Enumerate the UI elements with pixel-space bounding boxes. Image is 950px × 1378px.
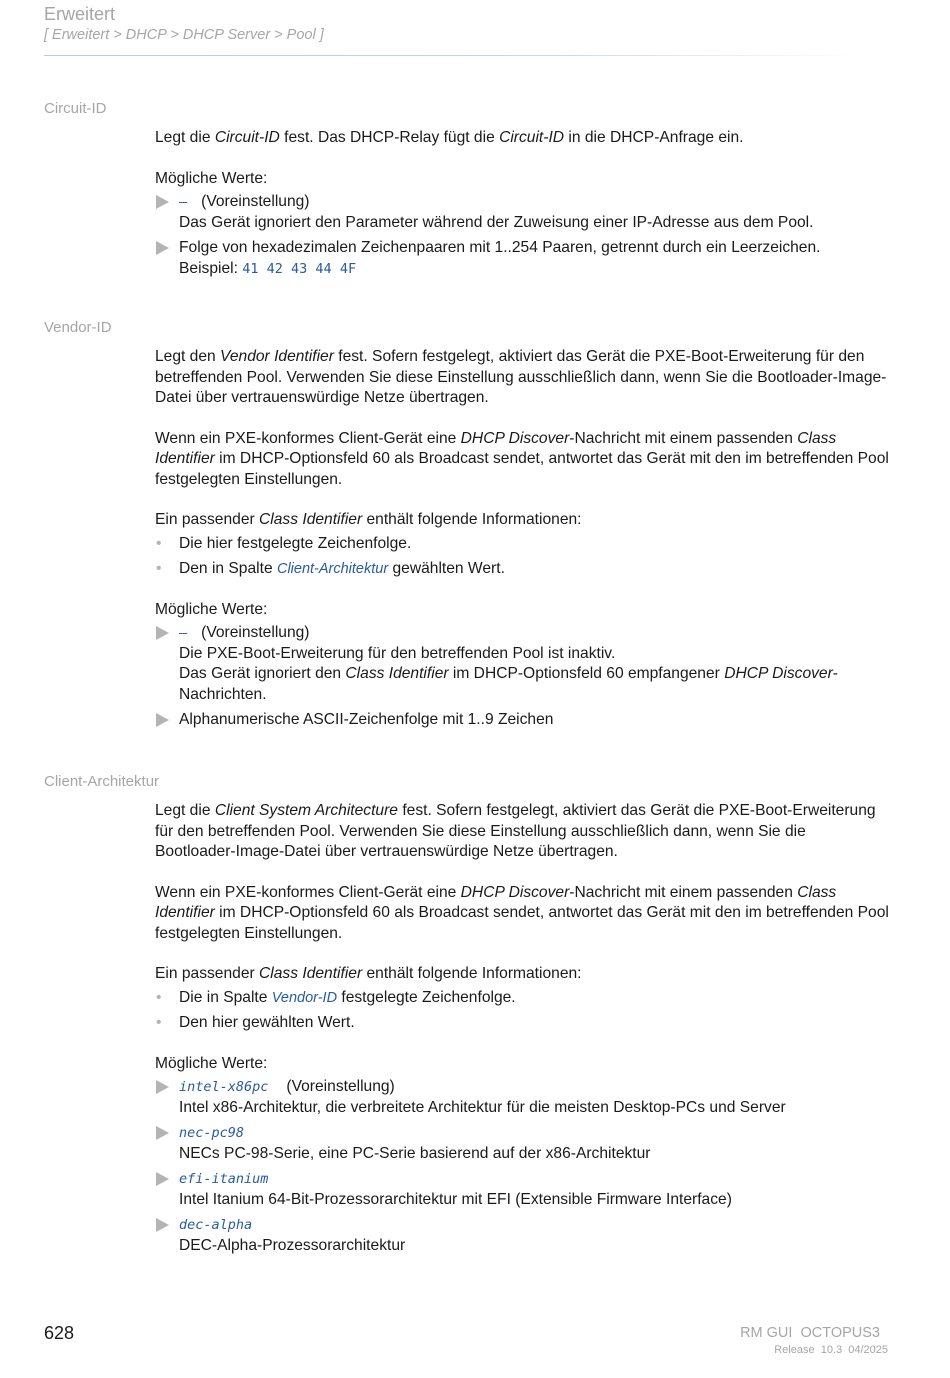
section-label-vendor-id: Vendor-ID	[44, 319, 112, 336]
value-code: nec-pc98	[179, 1125, 245, 1141]
text: in die DHCP-Anfrage ein.	[564, 129, 744, 146]
possible-values-label: Mögliche Werte:	[155, 169, 268, 187]
text: festgelegte Zeichenfolge.	[337, 988, 516, 1006]
text: im DHCP-Optionsfeld 60 als Broadcast sendet, antwortet das Gerät mit den im betreffenden Pool festgelegten Einstellungen.	[155, 904, 889, 942]
dot-bullet-icon: •	[156, 1014, 162, 1031]
text: im DHCP-Optionsfeld 60 als Broadcast sendet, antwortet das Gerät mit den im betreffenden Pool festgelegten Einstellungen.	[155, 450, 889, 488]
triangle-bullet-icon	[156, 626, 169, 640]
text: enthält folgende Informationen:	[362, 511, 582, 528]
page-header	[44, 3, 862, 56]
value-list	[155, 192, 890, 279]
value-code: intel-x86pc	[179, 1079, 269, 1095]
default-note: (Voreinstellung)	[201, 193, 310, 210]
footer-release: Release 10.3 04/2025	[774, 1344, 888, 1356]
header-title: Erweitert	[44, 4, 116, 24]
value-description: Die PXE-Boot-Erweiterung für den betreffenden Pool ist inaktiv.	[179, 644, 616, 662]
page-number: 628	[44, 1323, 75, 1343]
possible-values-label: Mögliche Werte:	[155, 600, 268, 618]
term: DHCP Discover	[460, 883, 570, 901]
section-vendor-id	[155, 347, 890, 736]
value-list	[155, 1077, 890, 1256]
term: Class Identifier	[259, 511, 363, 528]
breadcrumb: [ Erweitert > DHCP > DHCP Server > Pool ]	[44, 27, 324, 43]
triangle-bullet-icon	[156, 713, 169, 727]
list-item	[155, 710, 890, 731]
text: enthält folgende Informationen:	[362, 965, 582, 982]
text: -Nachricht mit einem passenden	[569, 429, 798, 447]
list-item	[155, 1123, 890, 1164]
value-description: Alphanumerische ASCII-Zeichenfolge mit 1..9 Zeichen	[179, 711, 554, 728]
text: Den hier gewählten Wert.	[179, 1014, 355, 1031]
text: Ein passender	[155, 965, 260, 982]
term: Client System Architecture	[214, 802, 398, 819]
value-description: Das Gerät ignoriert den Parameter während der Zuweisung einer IP-Adresse aus dem Pool.	[179, 213, 814, 231]
value-code: –	[179, 194, 188, 210]
term: Class Identifier	[345, 665, 449, 682]
section-label-circuit-id: Circuit-ID	[44, 100, 107, 117]
triangle-bullet-icon	[156, 1218, 169, 1232]
dot-bullet-icon: •	[156, 560, 162, 577]
term: DHCP Discover	[460, 429, 570, 447]
dot-bullet-icon: •	[156, 534, 162, 552]
vendor-paragraph-2	[155, 429, 890, 491]
list-item	[155, 534, 890, 555]
default-note: (Voreinstellung)	[286, 1078, 395, 1095]
text: im DHCP-Optionsfeld 60 empfangener	[448, 665, 725, 682]
text: Die hier festgelegte Zeichenfolge.	[179, 534, 412, 552]
value-description: Intel x86-Architektur, die verbreitete Architektur für die meisten Desktop-PCs und Server	[179, 1098, 786, 1116]
info-list	[155, 534, 890, 580]
list-item	[155, 192, 890, 233]
text: Wenn ein PXE-konformes Client-Gerät eine	[155, 429, 461, 447]
info-list	[155, 988, 890, 1034]
circuit-intro	[155, 128, 890, 149]
list-item	[155, 238, 890, 279]
term: Class Identifier	[155, 429, 837, 467]
text: -Nachrichten.	[179, 665, 838, 703]
value-code: dec-alpha	[179, 1217, 253, 1233]
triangle-bullet-icon	[156, 241, 169, 255]
value-description: DEC-Alpha-Prozessorarchitektur	[179, 1236, 406, 1254]
dot-bullet-icon: •	[156, 988, 162, 1006]
text: Wenn ein PXE-konformes Client-Gerät eine	[155, 883, 461, 901]
text: -Nachricht mit einem passenden	[569, 883, 798, 901]
list-item	[155, 1013, 890, 1034]
list-item	[155, 559, 890, 580]
vendor-paragraph-1	[155, 347, 890, 409]
triangle-bullet-icon	[156, 195, 169, 209]
term: Vendor Identifier	[220, 348, 334, 365]
term: Circuit-ID	[214, 129, 280, 146]
example-code: 41 42 43 44 4F	[242, 260, 357, 277]
value-description: NECs PC-98-Serie, eine PC-Serie basierend auf der x86-Architektur	[179, 1144, 651, 1162]
term: Class Identifier	[155, 883, 837, 921]
term: Circuit-ID	[499, 129, 565, 146]
term: DHCP Discover	[724, 665, 833, 682]
possible-values-label: Mögliche Werte:	[155, 1054, 268, 1072]
value-code: –	[179, 625, 188, 641]
header-divider	[44, 55, 862, 56]
default-note: (Voreinstellung)	[201, 624, 310, 641]
list-item	[155, 1077, 890, 1118]
section-label-client-architecture: Client-Architektur	[44, 773, 160, 790]
term: Class Identifier	[259, 965, 363, 982]
text: Legt die	[155, 802, 215, 819]
value-list	[155, 623, 890, 731]
text: Das Gerät ignoriert den	[179, 665, 346, 682]
text: Den in Spalte	[179, 560, 277, 577]
client-paragraph-1	[155, 801, 890, 863]
value-code: efi-itanium	[179, 1171, 269, 1187]
list-item	[155, 623, 890, 705]
triangle-bullet-icon	[156, 1126, 169, 1140]
text: Ein passender	[155, 511, 260, 528]
client-paragraph-3	[155, 964, 890, 985]
text: fest. Sofern festgelegt, aktiviert das Gerät die PXE-Boot-Erweiterung für den betreffenden Pool. Verwenden Sie diese Einstellung ausschließlich dann, wenn Sie die Bootloader-Image-Datei über vertrauenswürdige Netze übertragen.	[155, 802, 876, 860]
section-circuit-id	[155, 128, 890, 284]
text: Die in Spalte	[179, 988, 272, 1006]
list-item	[155, 1215, 890, 1256]
footer-product: RM GUI OCTOPUS3	[740, 1325, 880, 1341]
vendor-id-link[interactable]: Vendor-ID	[271, 989, 338, 1006]
list-item	[155, 988, 890, 1009]
text: fest. Sofern festgelegt, aktiviert das Gerät die PXE-Boot-Erweiterung für den betreffenden Pool. Verwenden Sie diese Einstellung ausschließlich dann, wenn Sie die Bootloader-Image-Datei über vertrauenswürdige Netze übertragen.	[155, 348, 887, 406]
text: gewählten Wert.	[388, 560, 505, 577]
client-paragraph-2	[155, 883, 890, 945]
list-item	[155, 1169, 890, 1210]
triangle-bullet-icon	[156, 1080, 169, 1094]
text: Legt die	[155, 129, 215, 146]
value-description: Intel Itanium 64-Bit-Prozessorarchitektur mit EFI (Extensible Firmware Interface)	[179, 1190, 732, 1208]
triangle-bullet-icon	[156, 1172, 169, 1186]
text: fest. Das DHCP-Relay fügt die	[279, 129, 500, 146]
text: Legt den	[155, 348, 221, 365]
client-architecture-link[interactable]: Client-Architektur	[276, 561, 389, 577]
example-label: Beispiel:	[179, 259, 243, 277]
section-client-architecture	[155, 801, 890, 1261]
value-description: Folge von hexadezimalen Zeichenpaaren mit 1..254 Paaren, getrennt durch ein Leerzeichen.	[179, 239, 821, 256]
vendor-paragraph-3	[155, 510, 890, 531]
